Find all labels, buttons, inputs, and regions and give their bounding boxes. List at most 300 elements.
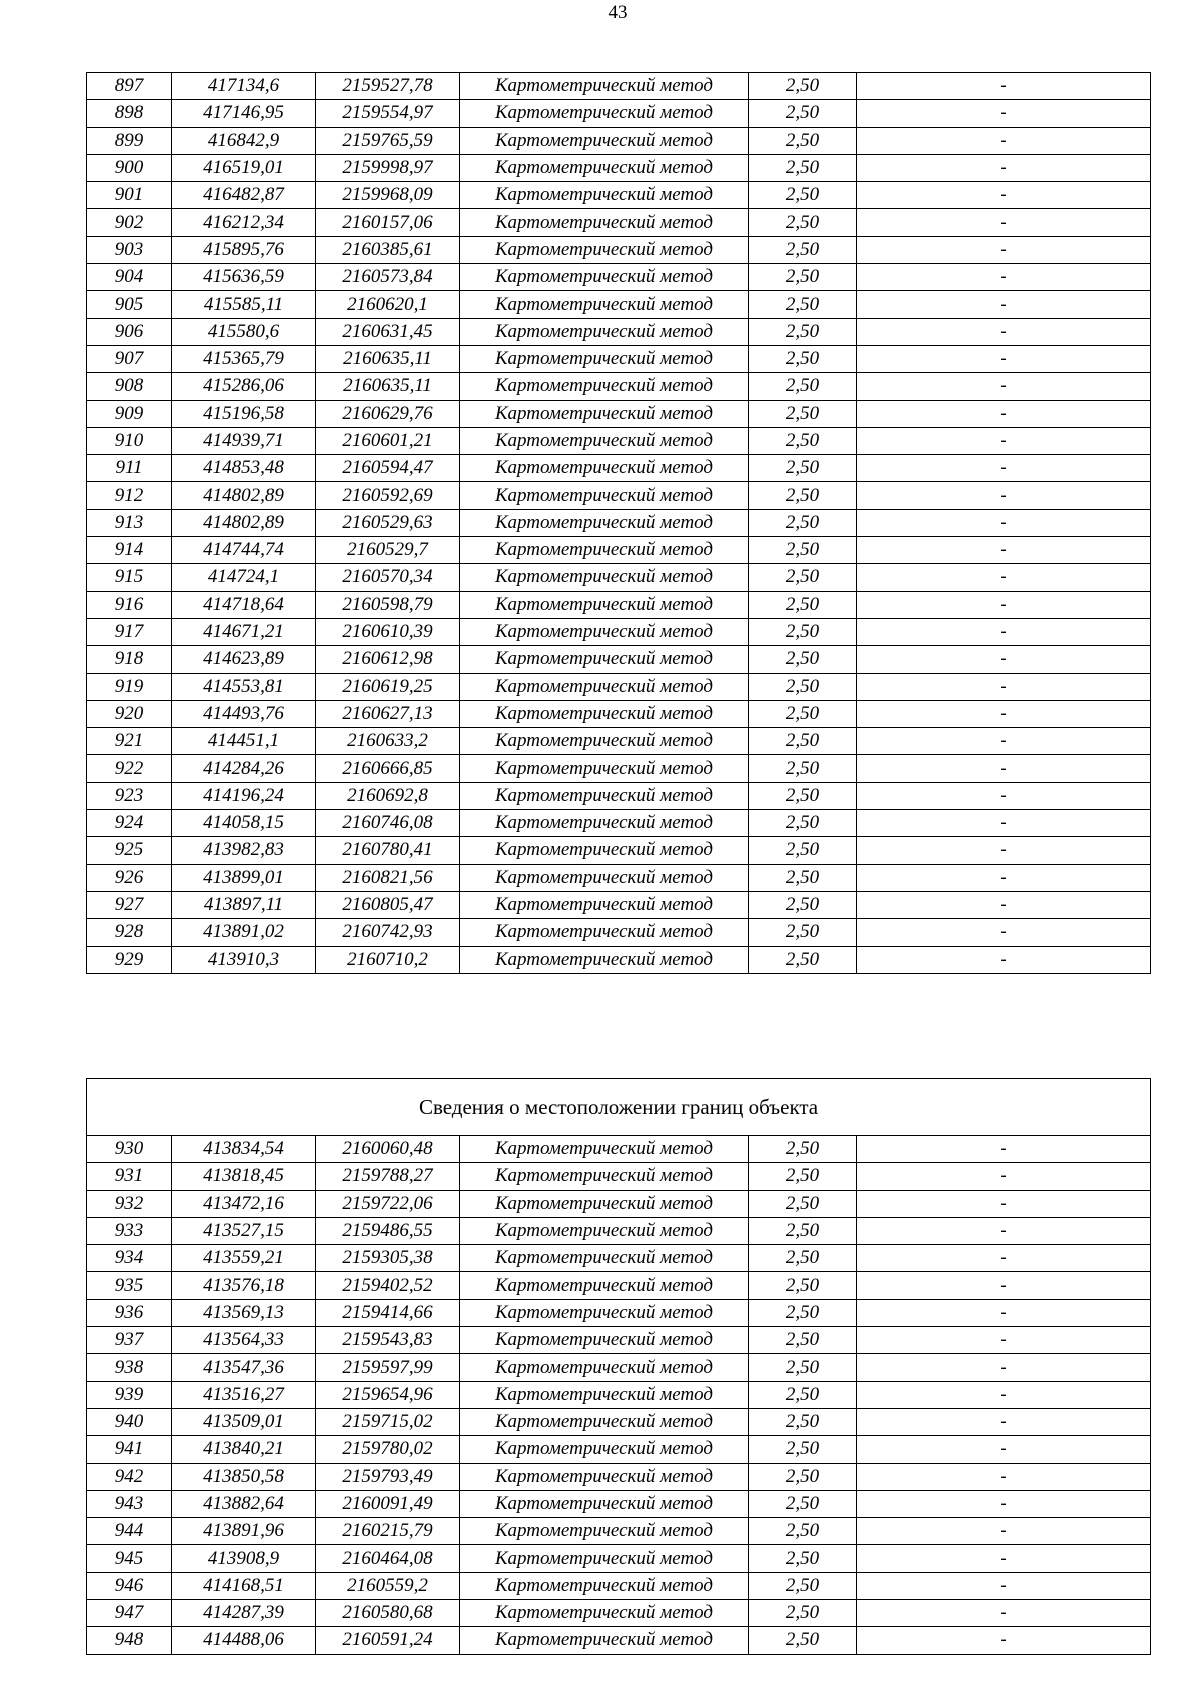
point-number-cell: 947: [87, 1600, 172, 1627]
y-coordinate-cell: 2160633,2: [316, 728, 460, 755]
method-cell: Картометрический метод: [460, 782, 749, 809]
accuracy-cell: 2,50: [749, 864, 857, 891]
accuracy-cell: 2,50: [749, 236, 857, 263]
method-cell: Картометрический метод: [460, 946, 749, 973]
x-coordinate-cell: 413569,13: [172, 1299, 316, 1326]
table-row: [87, 1217, 1151, 1244]
y-coordinate-cell: 2159543,83: [316, 1327, 460, 1354]
table-row: [87, 127, 1151, 154]
point-number-cell: 911: [87, 455, 172, 482]
description-cell: -: [857, 755, 1151, 782]
y-coordinate-cell: 2160780,41: [316, 837, 460, 864]
point-number-cell: 939: [87, 1381, 172, 1408]
method-cell: Картометрический метод: [460, 182, 749, 209]
accuracy-cell: 2,50: [749, 755, 857, 782]
x-coordinate-cell: 414718,64: [172, 591, 316, 618]
x-coordinate-cell: 414284,26: [172, 755, 316, 782]
y-coordinate-cell: 2159780,02: [316, 1436, 460, 1463]
accuracy-cell: 2,50: [749, 1381, 857, 1408]
table-row: [87, 946, 1151, 973]
description-cell: -: [857, 291, 1151, 318]
description-cell: -: [857, 154, 1151, 181]
y-coordinate-cell: 2160598,79: [316, 591, 460, 618]
y-coordinate-cell: 2160692,8: [316, 782, 460, 809]
point-number-cell: 936: [87, 1299, 172, 1326]
point-number-cell: 916: [87, 591, 172, 618]
point-number-cell: 940: [87, 1408, 172, 1435]
y-coordinate-cell: 2159486,55: [316, 1217, 460, 1244]
method-cell: Картометрический метод: [460, 264, 749, 291]
y-coordinate-cell: 2160591,24: [316, 1627, 460, 1654]
table-row: [87, 264, 1151, 291]
description-cell: -: [857, 455, 1151, 482]
accuracy-cell: 2,50: [749, 728, 857, 755]
point-number-cell: 915: [87, 564, 172, 591]
point-number-cell: 904: [87, 264, 172, 291]
method-cell: Картометрический метод: [460, 345, 749, 372]
table-row: [87, 1299, 1151, 1326]
table-row: [87, 564, 1151, 591]
description-cell: -: [857, 264, 1151, 291]
x-coordinate-cell: 413564,33: [172, 1327, 316, 1354]
y-coordinate-cell: 2160464,08: [316, 1545, 460, 1572]
method-cell: Картометрический метод: [460, 810, 749, 837]
accuracy-cell: 2,50: [749, 891, 857, 918]
accuracy-cell: 2,50: [749, 1600, 857, 1627]
point-number-cell: 924: [87, 810, 172, 837]
y-coordinate-cell: 2160529,7: [316, 537, 460, 564]
description-cell: -: [857, 864, 1151, 891]
table-row: [87, 345, 1151, 372]
y-coordinate-cell: 2160215,79: [316, 1518, 460, 1545]
accuracy-cell: 2,50: [749, 1299, 857, 1326]
accuracy-cell: 2,50: [749, 455, 857, 482]
description-cell: -: [857, 1354, 1151, 1381]
y-coordinate-cell: 2160635,11: [316, 373, 460, 400]
method-cell: Картометрический метод: [460, 482, 749, 509]
method-cell: Картометрический метод: [460, 1463, 749, 1490]
description-cell: -: [857, 100, 1151, 127]
accuracy-cell: 2,50: [749, 154, 857, 181]
x-coordinate-cell: 416519,01: [172, 154, 316, 181]
accuracy-cell: 2,50: [749, 291, 857, 318]
y-coordinate-cell: 2160157,06: [316, 209, 460, 236]
accuracy-cell: 2,50: [749, 73, 857, 100]
method-cell: Картометрический метод: [460, 891, 749, 918]
x-coordinate-cell: 413908,9: [172, 1545, 316, 1572]
point-number-cell: 914: [87, 537, 172, 564]
point-number-cell: 928: [87, 919, 172, 946]
table-row: [87, 591, 1151, 618]
x-coordinate-cell: 414802,89: [172, 482, 316, 509]
y-coordinate-cell: 2160610,39: [316, 618, 460, 645]
method-cell: Картометрический метод: [460, 1163, 749, 1190]
section-title: Сведения о местоположении границ объекта: [87, 1079, 1151, 1136]
table-row: [87, 1572, 1151, 1599]
x-coordinate-cell: 414196,24: [172, 782, 316, 809]
accuracy-cell: 2,50: [749, 100, 857, 127]
accuracy-cell: 2,50: [749, 482, 857, 509]
accuracy-cell: 2,50: [749, 837, 857, 864]
point-number-cell: 907: [87, 345, 172, 372]
y-coordinate-cell: 2160631,45: [316, 318, 460, 345]
description-cell: -: [857, 1545, 1151, 1572]
accuracy-cell: 2,50: [749, 700, 857, 727]
x-coordinate-cell: 414058,15: [172, 810, 316, 837]
x-coordinate-cell: 414168,51: [172, 1572, 316, 1599]
table-row: [87, 537, 1151, 564]
point-number-cell: 913: [87, 509, 172, 536]
accuracy-cell: 2,50: [749, 1327, 857, 1354]
y-coordinate-cell: 2160091,49: [316, 1490, 460, 1517]
description-cell: -: [857, 1381, 1151, 1408]
x-coordinate-cell: 417146,95: [172, 100, 316, 127]
accuracy-cell: 2,50: [749, 646, 857, 673]
x-coordinate-cell: 414671,21: [172, 618, 316, 645]
x-coordinate-cell: 413834,54: [172, 1136, 316, 1163]
page-number: 43: [608, 2, 628, 23]
description-cell: -: [857, 1272, 1151, 1299]
method-cell: Картометрический метод: [460, 127, 749, 154]
accuracy-cell: 2,50: [749, 1272, 857, 1299]
table-row: [87, 810, 1151, 837]
point-number-cell: 948: [87, 1627, 172, 1654]
y-coordinate-cell: 2160612,98: [316, 646, 460, 673]
accuracy-cell: 2,50: [749, 919, 857, 946]
accuracy-cell: 2,50: [749, 1572, 857, 1599]
method-cell: Картометрический метод: [460, 755, 749, 782]
y-coordinate-cell: 2159554,97: [316, 100, 460, 127]
method-cell: Картометрический метод: [460, 318, 749, 345]
method-cell: Картометрический метод: [460, 1518, 749, 1545]
y-coordinate-cell: 2160742,93: [316, 919, 460, 946]
method-cell: Картометрический метод: [460, 1600, 749, 1627]
description-cell: -: [857, 1463, 1151, 1490]
y-coordinate-cell: 2160385,61: [316, 236, 460, 263]
x-coordinate-cell: 414853,48: [172, 455, 316, 482]
table-row: [87, 1490, 1151, 1517]
description-cell: -: [857, 318, 1151, 345]
table-row: [87, 755, 1151, 782]
y-coordinate-cell: 2160620,1: [316, 291, 460, 318]
point-number-cell: 925: [87, 837, 172, 864]
x-coordinate-cell: 415895,76: [172, 236, 316, 263]
method-cell: Картометрический метод: [460, 1572, 749, 1599]
y-coordinate-cell: 2160594,47: [316, 455, 460, 482]
x-coordinate-cell: 416842,9: [172, 127, 316, 154]
y-coordinate-cell: 2160666,85: [316, 755, 460, 782]
table-row: [87, 782, 1151, 809]
x-coordinate-cell: 413982,83: [172, 837, 316, 864]
accuracy-cell: 2,50: [749, 810, 857, 837]
method-cell: Картометрический метод: [460, 291, 749, 318]
table-row: [87, 919, 1151, 946]
description-cell: -: [857, 728, 1151, 755]
accuracy-cell: 2,50: [749, 673, 857, 700]
table-row: [87, 1381, 1151, 1408]
accuracy-cell: 2,50: [749, 1217, 857, 1244]
description-cell: -: [857, 1490, 1151, 1517]
table-row: [87, 1190, 1151, 1217]
y-coordinate-cell: 2160710,2: [316, 946, 460, 973]
x-coordinate-cell: 414553,81: [172, 673, 316, 700]
method-cell: Картометрический метод: [460, 1627, 749, 1654]
x-coordinate-cell: 413882,64: [172, 1490, 316, 1517]
accuracy-cell: 2,50: [749, 1408, 857, 1435]
description-cell: -: [857, 1327, 1151, 1354]
accuracy-cell: 2,50: [749, 264, 857, 291]
description-cell: -: [857, 673, 1151, 700]
table-row: [87, 482, 1151, 509]
method-cell: Картометрический метод: [460, 728, 749, 755]
table-row: [87, 73, 1151, 100]
y-coordinate-cell: 2160619,25: [316, 673, 460, 700]
point-number-cell: 921: [87, 728, 172, 755]
x-coordinate-cell: 413897,11: [172, 891, 316, 918]
x-coordinate-cell: 413576,18: [172, 1272, 316, 1299]
method-cell: Картометрический метод: [460, 1272, 749, 1299]
method-cell: Картометрический метод: [460, 427, 749, 454]
y-coordinate-cell: 2159722,06: [316, 1190, 460, 1217]
description-cell: -: [857, 1217, 1151, 1244]
accuracy-cell: 2,50: [749, 537, 857, 564]
accuracy-cell: 2,50: [749, 1490, 857, 1517]
x-coordinate-cell: 414493,76: [172, 700, 316, 727]
x-coordinate-cell: 414488,06: [172, 1627, 316, 1654]
x-coordinate-cell: 414451,1: [172, 728, 316, 755]
method-cell: Картометрический метод: [460, 1190, 749, 1217]
table-row: [87, 509, 1151, 536]
method-cell: Картометрический метод: [460, 1408, 749, 1435]
point-number-cell: 933: [87, 1217, 172, 1244]
method-cell: Картометрический метод: [460, 154, 749, 181]
accuracy-cell: 2,50: [749, 373, 857, 400]
x-coordinate-cell: 413559,21: [172, 1245, 316, 1272]
x-coordinate-cell: 413547,36: [172, 1354, 316, 1381]
point-number-cell: 937: [87, 1327, 172, 1354]
point-number-cell: 930: [87, 1136, 172, 1163]
table-row: [87, 1136, 1151, 1163]
accuracy-cell: 2,50: [749, 946, 857, 973]
method-cell: Картометрический метод: [460, 1245, 749, 1272]
accuracy-cell: 2,50: [749, 782, 857, 809]
description-cell: -: [857, 1408, 1151, 1435]
description-cell: -: [857, 1627, 1151, 1654]
coordinates-table-2: [86, 1078, 1151, 1655]
x-coordinate-cell: 414287,39: [172, 1600, 316, 1627]
accuracy-cell: 2,50: [749, 345, 857, 372]
x-coordinate-cell: 413850,58: [172, 1463, 316, 1490]
x-coordinate-cell: 413527,15: [172, 1217, 316, 1244]
accuracy-cell: 2,50: [749, 127, 857, 154]
point-number-cell: 944: [87, 1518, 172, 1545]
point-number-cell: 926: [87, 864, 172, 891]
method-cell: Картометрический метод: [460, 673, 749, 700]
y-coordinate-cell: 2160627,13: [316, 700, 460, 727]
table-row: [87, 100, 1151, 127]
point-number-cell: 918: [87, 646, 172, 673]
y-coordinate-cell: 2160746,08: [316, 810, 460, 837]
method-cell: Картометрический метод: [460, 537, 749, 564]
accuracy-cell: 2,50: [749, 564, 857, 591]
table-row: [87, 1518, 1151, 1545]
x-coordinate-cell: 417134,6: [172, 73, 316, 100]
description-cell: -: [857, 509, 1151, 536]
point-number-cell: 903: [87, 236, 172, 263]
method-cell: Картометрический метод: [460, 236, 749, 263]
x-coordinate-cell: 413899,01: [172, 864, 316, 891]
y-coordinate-cell: 2160529,63: [316, 509, 460, 536]
y-coordinate-cell: 2160601,21: [316, 427, 460, 454]
table-row: [87, 837, 1151, 864]
description-cell: -: [857, 591, 1151, 618]
accuracy-cell: 2,50: [749, 1163, 857, 1190]
x-coordinate-cell: 415636,59: [172, 264, 316, 291]
y-coordinate-cell: 2159793,49: [316, 1463, 460, 1490]
description-cell: -: [857, 182, 1151, 209]
table-row: [87, 1600, 1151, 1627]
y-coordinate-cell: 2160821,56: [316, 864, 460, 891]
point-number-cell: 906: [87, 318, 172, 345]
point-number-cell: 931: [87, 1163, 172, 1190]
point-number-cell: 920: [87, 700, 172, 727]
method-cell: Картометрический метод: [460, 100, 749, 127]
description-cell: -: [857, 209, 1151, 236]
table-row: [87, 646, 1151, 673]
x-coordinate-cell: 414939,71: [172, 427, 316, 454]
table-row: [87, 1272, 1151, 1299]
point-number-cell: 934: [87, 1245, 172, 1272]
description-cell: -: [857, 782, 1151, 809]
point-number-cell: 909: [87, 400, 172, 427]
table-row: [87, 891, 1151, 918]
description-cell: -: [857, 482, 1151, 509]
point-number-cell: 946: [87, 1572, 172, 1599]
description-cell: -: [857, 1163, 1151, 1190]
coordinates-table-1-body: [87, 73, 1151, 974]
x-coordinate-cell: 416212,34: [172, 209, 316, 236]
coordinates-table-2-body: [87, 1136, 1151, 1655]
y-coordinate-cell: 2159968,09: [316, 182, 460, 209]
accuracy-cell: 2,50: [749, 400, 857, 427]
method-cell: Картометрический метод: [460, 564, 749, 591]
description-cell: -: [857, 1572, 1151, 1599]
method-cell: Картометрический метод: [460, 1545, 749, 1572]
method-cell: Картометрический метод: [460, 373, 749, 400]
point-number-cell: 917: [87, 618, 172, 645]
method-cell: Картометрический метод: [460, 618, 749, 645]
y-coordinate-cell: 2159414,66: [316, 1299, 460, 1326]
description-cell: -: [857, 1518, 1151, 1545]
accuracy-cell: 2,50: [749, 509, 857, 536]
method-cell: Картометрический метод: [460, 1436, 749, 1463]
method-cell: Картометрический метод: [460, 1136, 749, 1163]
x-coordinate-cell: 415196,58: [172, 400, 316, 427]
table-row: [87, 673, 1151, 700]
description-cell: -: [857, 810, 1151, 837]
table-row: [87, 400, 1151, 427]
point-number-cell: 932: [87, 1190, 172, 1217]
method-cell: Картометрический метод: [460, 1217, 749, 1244]
description-cell: -: [857, 427, 1151, 454]
accuracy-cell: 2,50: [749, 1190, 857, 1217]
x-coordinate-cell: 413516,27: [172, 1381, 316, 1408]
description-cell: -: [857, 1600, 1151, 1627]
x-coordinate-cell: 413910,3: [172, 946, 316, 973]
accuracy-cell: 2,50: [749, 427, 857, 454]
point-number-cell: 922: [87, 755, 172, 782]
point-number-cell: 929: [87, 946, 172, 973]
description-cell: -: [857, 73, 1151, 100]
accuracy-cell: 2,50: [749, 1136, 857, 1163]
table-row: [87, 236, 1151, 263]
method-cell: Картометрический метод: [460, 646, 749, 673]
method-cell: Картометрический метод: [460, 1490, 749, 1517]
table-row: [87, 291, 1151, 318]
table-row: [87, 318, 1151, 345]
coordinates-table-1: [86, 72, 1151, 974]
x-coordinate-cell: 413818,45: [172, 1163, 316, 1190]
point-number-cell: 923: [87, 782, 172, 809]
table-row: [87, 864, 1151, 891]
accuracy-cell: 2,50: [749, 1354, 857, 1381]
table-row: [87, 182, 1151, 209]
description-cell: -: [857, 373, 1151, 400]
description-cell: -: [857, 1436, 1151, 1463]
point-number-cell: 902: [87, 209, 172, 236]
point-number-cell: 927: [87, 891, 172, 918]
table-row: [87, 455, 1151, 482]
y-coordinate-cell: 2160805,47: [316, 891, 460, 918]
table-row: [87, 209, 1151, 236]
x-coordinate-cell: 413509,01: [172, 1408, 316, 1435]
table-row: [87, 1436, 1151, 1463]
table-row: [87, 1354, 1151, 1381]
description-cell: -: [857, 236, 1151, 263]
y-coordinate-cell: 2160573,84: [316, 264, 460, 291]
y-coordinate-cell: 2160570,34: [316, 564, 460, 591]
description-cell: -: [857, 1245, 1151, 1272]
x-coordinate-cell: 415585,11: [172, 291, 316, 318]
y-coordinate-cell: 2159765,59: [316, 127, 460, 154]
description-cell: -: [857, 400, 1151, 427]
method-cell: Картометрический метод: [460, 1327, 749, 1354]
description-cell: -: [857, 919, 1151, 946]
y-coordinate-cell: 2159998,97: [316, 154, 460, 181]
y-coordinate-cell: 2159788,27: [316, 1163, 460, 1190]
point-number-cell: 910: [87, 427, 172, 454]
table-row: [87, 154, 1151, 181]
method-cell: Картометрический метод: [460, 209, 749, 236]
y-coordinate-cell: 2160635,11: [316, 345, 460, 372]
method-cell: Картометрический метод: [460, 73, 749, 100]
accuracy-cell: 2,50: [749, 318, 857, 345]
point-number-cell: 899: [87, 127, 172, 154]
point-number-cell: 941: [87, 1436, 172, 1463]
accuracy-cell: 2,50: [749, 618, 857, 645]
method-cell: Картометрический метод: [460, 837, 749, 864]
description-cell: -: [857, 1136, 1151, 1163]
table-row: [87, 728, 1151, 755]
x-coordinate-cell: 414724,1: [172, 564, 316, 591]
point-number-cell: 908: [87, 373, 172, 400]
x-coordinate-cell: 415286,06: [172, 373, 316, 400]
y-coordinate-cell: 2160592,69: [316, 482, 460, 509]
method-cell: Картометрический метод: [460, 591, 749, 618]
point-number-cell: 898: [87, 100, 172, 127]
y-coordinate-cell: 2160060,48: [316, 1136, 460, 1163]
point-number-cell: 897: [87, 73, 172, 100]
